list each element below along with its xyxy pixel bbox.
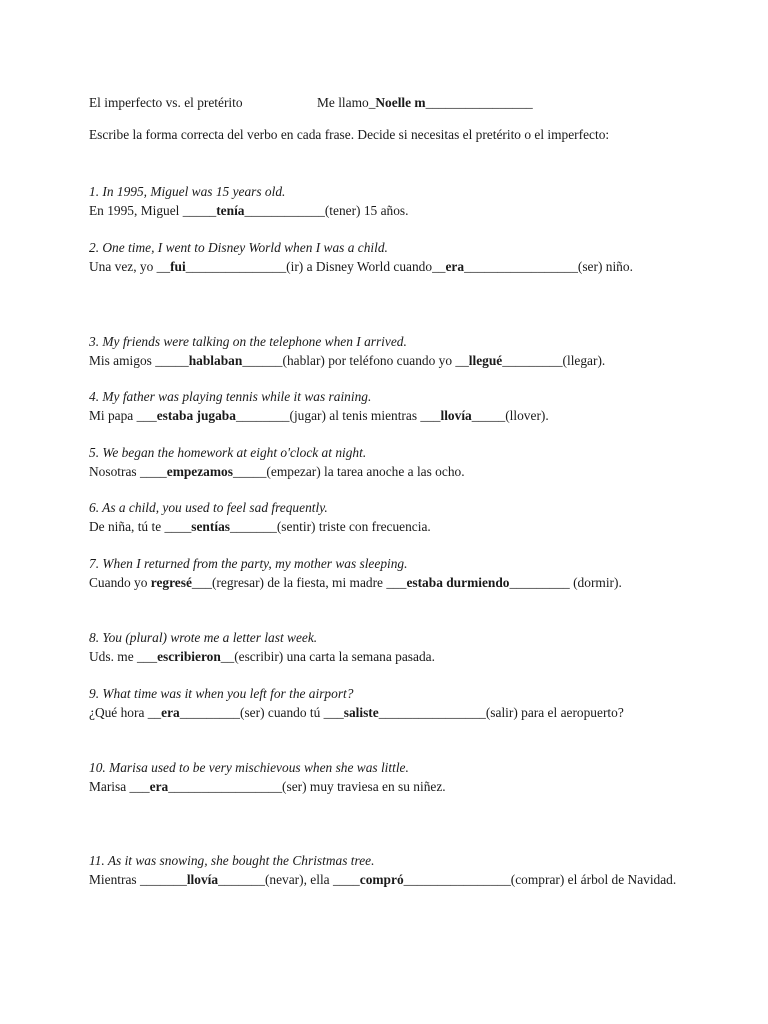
answer: saliste <box>343 705 379 720</box>
exercise-item <box>89 554 689 592</box>
name-blank: ________________ <box>425 95 533 110</box>
spanish-sentence: Mientras _______llovía_______(nevar), ella ____compró________________(comprar) el árbol de Navidad. <box>89 872 677 887</box>
spanish-sentence: Nosotras ____empezamos_____(empezar) la tarea anoche a las ocho. <box>89 464 465 479</box>
answer: era <box>149 779 169 794</box>
answer: hablaban <box>188 353 243 368</box>
answer: llovía <box>186 872 219 887</box>
exercise-item <box>89 498 689 536</box>
answer: compró <box>359 872 404 887</box>
spanish-sentence: En 1995, Miguel _____tenía____________(tener) 15 años. <box>89 203 409 218</box>
answer: llegué <box>468 353 503 368</box>
answer: era <box>161 705 180 720</box>
worksheet-title: El imperfecto vs. el pretérito <box>89 95 243 110</box>
english-sentence: 3. My friends were talking on the telephone when I arrived. <box>89 334 407 349</box>
english-sentence: 11. As it was snowing, she bought the Christmas tree. <box>89 853 375 868</box>
spanish-sentence: Mis amigos _____hablaban______(hablar) por teléfono cuando yo __llegué_________(llegar). <box>89 353 606 368</box>
english-sentence: 1. In 1995, Miguel was 15 years old. <box>89 184 286 199</box>
answer: empezamos <box>166 464 233 479</box>
english-sentence: 2. One time, I went to Disney World when I was a child. <box>89 240 388 255</box>
english-sentence: 6. As a child, you used to feel sad frequently. <box>89 500 328 515</box>
spanish-sentence: Marisa ___era_________________(ser) muy traviesa en su niñez. <box>89 779 446 794</box>
answer: tenía <box>216 203 245 218</box>
answer: fui <box>170 259 186 274</box>
spanish-sentence: Cuando yo regresé___(regresar) de la fiesta, mi madre ___estaba durmiendo_________ (dormir). <box>89 575 622 590</box>
exercise-item <box>89 443 689 481</box>
exercise-item <box>89 332 689 370</box>
spanish-sentence: Una vez, yo __fui_______________(ir) a Disney World cuando__era_________________(ser) niño. <box>89 259 633 274</box>
english-sentence: 7. When I returned from the party, my mother was sleeping. <box>89 556 408 571</box>
exercise-item <box>89 628 689 666</box>
answer: sentías <box>191 519 230 534</box>
student-name: Noelle m <box>375 95 426 110</box>
answer: llovía <box>440 408 472 423</box>
exercise-item <box>89 684 689 722</box>
answer: era <box>445 259 465 274</box>
name-label: Me llamo_ <box>317 95 376 110</box>
spanish-sentence: Uds. me ___escribieron__(escribir) una carta la semana pasada. <box>89 649 435 664</box>
answer: estaba jugaba <box>156 408 236 423</box>
english-sentence: 4. My father was playing tennis while it was raining. <box>89 389 372 404</box>
exercise-item <box>89 851 689 889</box>
english-sentence: 8. You (plural) wrote me a letter last week. <box>89 630 318 645</box>
exercise-item <box>89 182 689 220</box>
answer: regresé <box>150 575 192 590</box>
spanish-sentence: De niña, tú te ____sentías_______(sentir) triste con frecuencia. <box>89 519 431 534</box>
student-name-line <box>317 93 533 112</box>
answer: estaba durmiendo <box>406 575 510 590</box>
exercise-item <box>89 758 689 796</box>
spanish-sentence: Mi papa ___estaba jugaba________(jugar) al tenis mientras ___llovía_____(llover). <box>89 408 549 423</box>
exercise-item <box>89 387 689 425</box>
instructions: Escribe la forma correcta del verbo en cada frase. Decide si necesitas el pretérito o el imperfecto: <box>89 127 610 142</box>
exercise-item <box>89 238 689 276</box>
worksheet-header <box>89 93 689 112</box>
answer: escribieron <box>157 649 221 664</box>
spanish-sentence: ¿Qué hora __era_________(ser) cuando tú ___saliste________________(salir) para el aeropuerto? <box>89 705 624 720</box>
english-sentence: 9. What time was it when you left for the airport? <box>89 686 354 701</box>
english-sentence: 10. Marisa used to be very mischievous when she was little. <box>89 760 409 775</box>
english-sentence: 5. We began the homework at eight o'clock at night. <box>89 445 367 460</box>
